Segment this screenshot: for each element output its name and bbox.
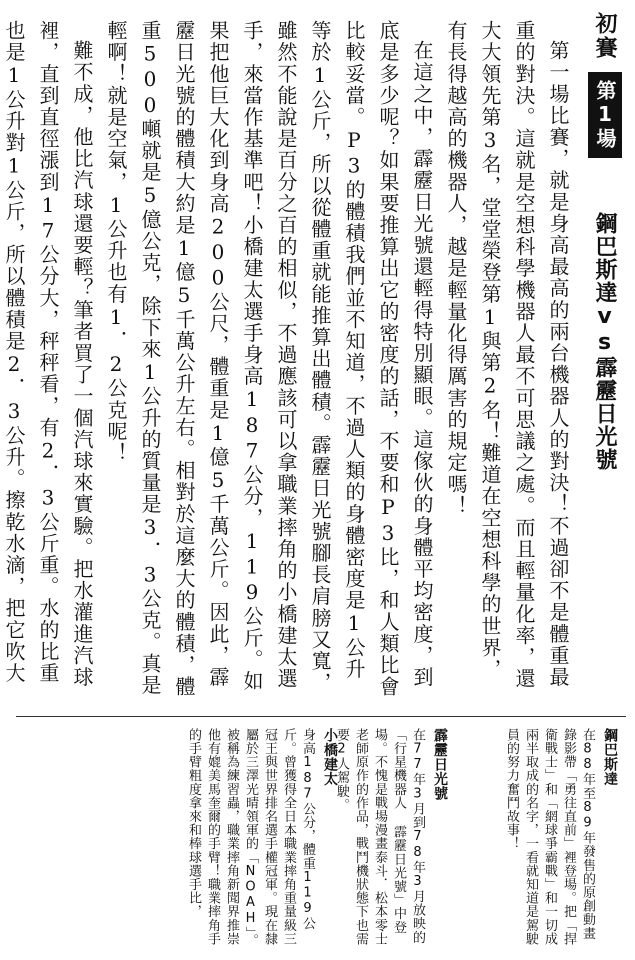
main-body-text (2, 20, 575, 700)
note-daimos (334, 728, 449, 948)
round-label: 初賽 (592, 12, 617, 60)
matchup-title: 鋼巴斯達vs霹靂日光號 (592, 212, 617, 471)
note-title: 霹靂日光號 (432, 728, 448, 801)
note-title: 鋼巴斯達 (602, 728, 618, 787)
note-body: 身高187公分，體重119公斤。曾獲得全日本職業摔角重量級三冠王與世界排名選手權冠軍。現在隸屬於三澤光晴領軍的「NOAH」。被稱為練習蟲，職業摔角新聞界推崇他有媲美馬奎爾的手臂！職業摔角手的手臂粗度拿來和棒球選手比， (186, 728, 315, 948)
note-body: 在77年3月到78年3月放映的「行星機器人 霹靂日光號」中登場。不愧是戰場漫畫泰斗．松本零士老師原作的作品，戰鬥機狀態下也需要2人駕駛。 (334, 728, 425, 946)
body-paragraph-3: 難不成，他比汽球還要輕？筆者買了一個汽球來實驗。把水灌進汽球裡，直到直徑漲到17公分大，秤秤看，有2．3公斤重。水的比重也是1公升對1公斤，所以體積是2．3公升。擦乾水滴，把它吹大 (2, 20, 94, 688)
note-body: 在88年至89年發售的原創動畫錄影帶「勇往直前」裡登場。把「捍衛戰士」和「網球爭霸戰」和一切成兩半取成的名字，一看就知道是駕駛員的努力奮鬥故事！ (504, 728, 595, 946)
body-paragraph-1: 第一場比賽，就是身高最高的兩台機器人的對決！不過卻不是體重最重的對決。這就是空想科學機器人最不可思議之處。而且輕量化率，還大大領先第3名，堂堂榮登第1與第2名！難道在空想科學的世界，有長得越高的機器人，越是輕量化得厲害的規定嗎！ (444, 20, 570, 690)
body-paragraph-2: 在這之中，霹靂日光號還輕得特別顯眼。這傢伙的身體平均密度，到底是多少呢？如果要推算出它的密度的話，不要和P3比，和人類比會比較妥當。P3的體積我們並不知道，不過人類的身體密度是1公升等於1公斤，所以從體重就能推算出體積。霹靂日光號腳長肩膀又寬，雖然不能說是百分之百的相似，不過應該可以拿職業摔角的小橋建太選手，來當作基準吧！小橋建太選手身高187公分，119公斤。如果把他巨大化到身高200公尺，體重是1億5千萬公斤。因此，霹靂日光號的體積大約是1億5千萬公升左右。相對於這麼大的體積，體重500噸就是5億公克，除下來1公升的質量是3．3公克。真是輕啊！就是空氣，1公升也有1．2公克呢！ (104, 20, 434, 698)
note-gunbuster (469, 728, 619, 948)
chapter-heading (583, 12, 625, 672)
match-number-badge: 第1場 (588, 72, 622, 158)
note-kobashi (19, 728, 339, 948)
notes-divider (16, 716, 626, 717)
note-title: 小橋建太 (322, 728, 338, 787)
